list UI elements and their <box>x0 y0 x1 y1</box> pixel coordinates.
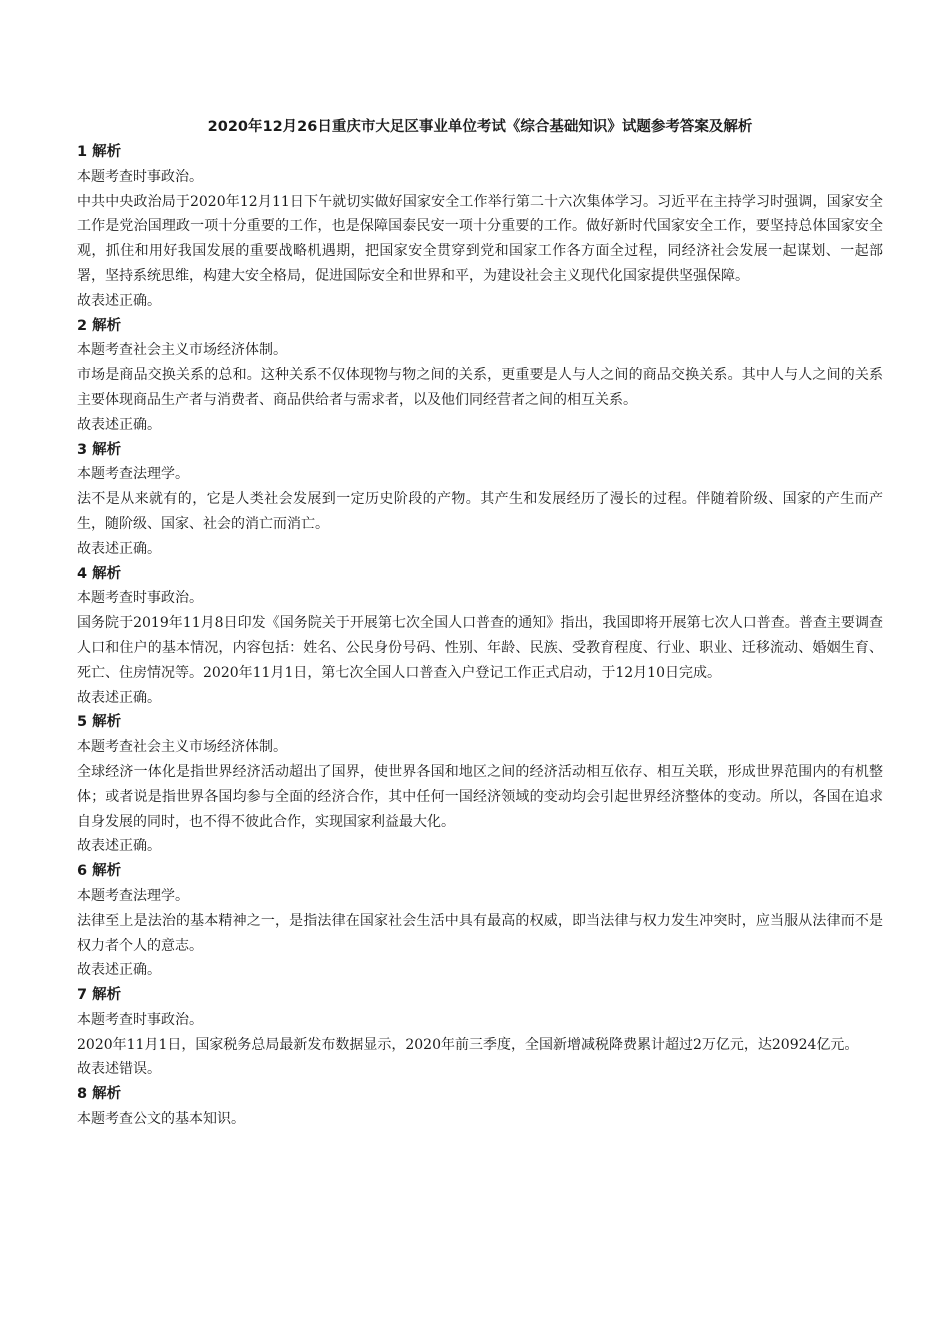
section-conclusion: 故表述正确。 <box>77 416 161 433</box>
answer-section-3 <box>77 438 883 562</box>
section-conclusion: 故表述正确。 <box>77 838 161 855</box>
section-heading: 1 解析 <box>77 144 122 160</box>
section-heading: 3 解析 <box>77 441 122 458</box>
section-body: 2020年11月1日，国家税务总局最新发布数据显示，2020年前三季度，全国新增减税降费累计超过2万亿元，达20924亿元。 <box>77 1036 859 1053</box>
section-heading: 7 解析 <box>77 987 122 1004</box>
section-conclusion: 故表述错误。 <box>77 1061 161 1078</box>
document-page <box>77 116 883 1132</box>
section-body: 全球经济一体化是指世界经济活动超出了国界，使世界各国和地区之间的经济活动相互依存、相互关联，形成世界范围内的有机整体；或者说是指世界各国均参与全面的经济合作，其中任何一国经济领域的变动均会引起世界经济整体的变动。所以，各国在追求自身发展的同时，也不得不彼此合作，实现国家利益最大化。 <box>77 763 883 830</box>
section-topic: 本题考查时事政治。 <box>77 168 203 185</box>
answer-section-8 <box>77 1082 883 1132</box>
section-conclusion: 故表述正确。 <box>77 292 161 309</box>
section-body: 法律至上是法治的基本精神之一，是指法律在国家社会生活中具有最高的权威，即当法律与权力发生冲突时，应当服从法律而不是权力者个人的意志。 <box>77 912 883 954</box>
answer-section-1 <box>77 140 883 314</box>
section-heading: 8 解析 <box>77 1086 122 1103</box>
section-conclusion: 故表述正确。 <box>77 689 161 706</box>
section-topic: 本题考查社会主义市场经济体制。 <box>77 739 287 756</box>
section-heading: 5 解析 <box>77 714 122 731</box>
section-heading: 2 解析 <box>77 317 122 334</box>
answer-section-2 <box>77 314 883 438</box>
answer-section-6 <box>77 859 883 983</box>
section-conclusion: 故表述正确。 <box>77 962 161 979</box>
section-heading: 6 解析 <box>77 863 122 880</box>
answer-section-4 <box>77 562 883 711</box>
section-heading: 4 解析 <box>77 565 122 582</box>
section-body: 中共中央政治局于2020年12月11日下午就切实做好国家安全工作举行第二十六次集体学习。习近平在主持学习时强调，国家安全工作是党治国理政一项十分重要的工作，也是保障国泰民安一项十分重要的工作。做好新时代国家安全工作，要坚持总体国家安全观，抓住和用好我国发展的重要战略机遇期，把国家安全贯穿到党和国家工作各方面全过程，同经济社会发展一起谋划、一起部署，坚持系统思维，构建大安全格局，促进国际安全和世界和平，为建设社会主义现代化国家提供坚强保障。 <box>77 193 883 284</box>
section-topic: 本题考查法理学。 <box>77 466 189 483</box>
section-topic: 本题考查社会主义市场经济体制。 <box>77 342 287 359</box>
section-topic: 本题考查时事政治。 <box>77 1011 203 1028</box>
section-body: 国务院于2019年11月8日印发《国务院关于开展第七次全国人口普查的通知》指出，我国即将开展第七次人口普查。普查主要调查人口和住户的基本情况，内容包括：姓名、公民身份号码、性别、年龄、民族、受教育程度、行业、职业、迁移流动、婚姻生育、死亡、住房情况等。2020年11月1日，第七次全国人口普查入户登记工作正式启动，于12月10日完成。 <box>77 615 883 681</box>
section-topic: 本题考查时事政治。 <box>77 590 203 607</box>
section-body: 法不是从来就有的，它是人类社会发展到一定历史阶段的产物。其产生和发展经历了漫长的过程。伴随着阶级、国家的产生而产生，随阶级、国家、社会的消亡而消亡。 <box>77 491 883 532</box>
document-title: 2020年12月26日重庆市大足区事业单位考试《综合基础知识》试题参考答案及解析 <box>207 119 753 135</box>
answer-section-5 <box>77 710 883 859</box>
answer-section-7 <box>77 983 883 1082</box>
section-topic: 本题考查法理学。 <box>77 887 189 904</box>
section-body: 市场是商品交换关系的总和。这种关系不仅体现物与物之间的关系，更重要是人与人之间的商品交换关系。其中人与人之间的关系主要体现商品生产者与消费者、商品供给者与需求者，以及他们同经营者之间的相互关系。 <box>77 367 883 408</box>
section-conclusion: 故表述正确。 <box>77 540 161 557</box>
section-topic: 本题考查公文的基本知识。 <box>77 1111 245 1128</box>
